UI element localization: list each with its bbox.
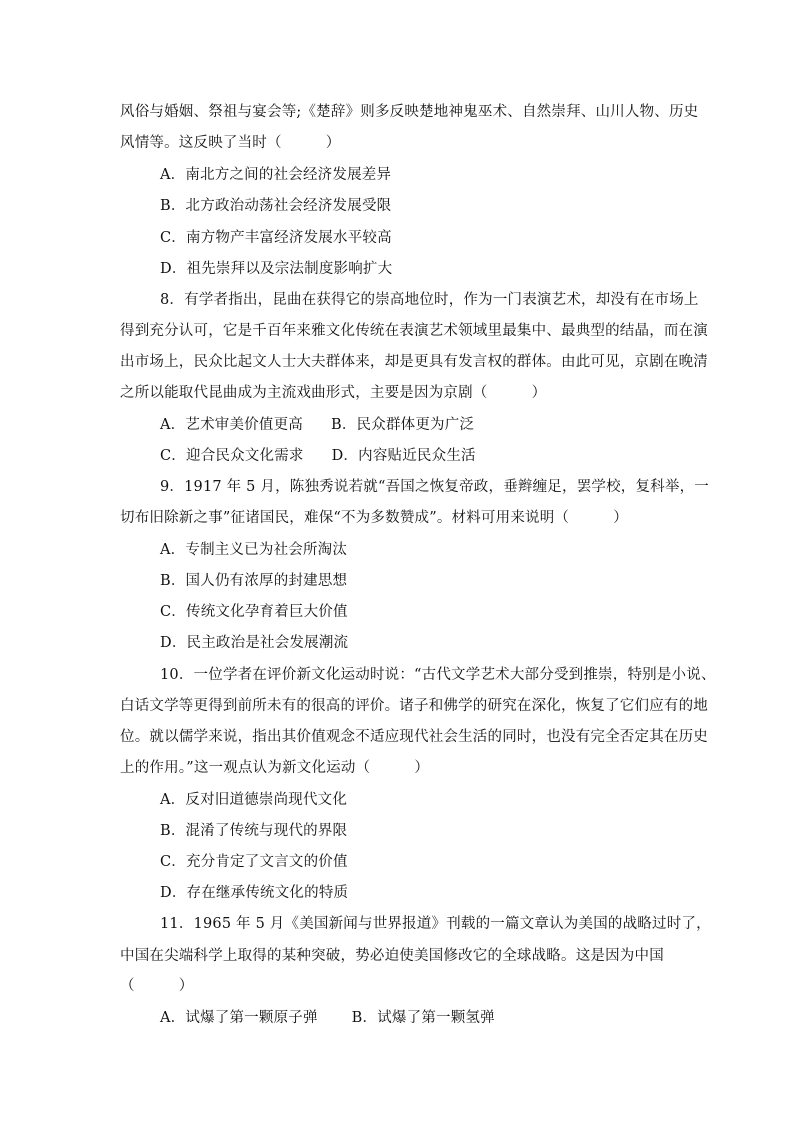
q9-option-a: A．专制主义已为社会所淘汰	[160, 542, 348, 558]
q9-option-c: C．传统文化孕育着巨大价值	[160, 604, 348, 620]
q11-stem-line-1: 11．1965 年 5 月《美国新闻与世界报道》刊载的一篇文章认为美国的战略过时了，	[160, 916, 711, 932]
q10-option-b: B．混淆了传统与现代的界限	[160, 823, 348, 839]
q11-stem-line-2: 中国在尖端科学上取得的某种突破，势必迫使美国修改它的全球战略。这是因为中国	[120, 948, 664, 964]
q10-stem-line-4: 上的作用。”这一观点认为新文化运动（ ）	[120, 760, 430, 776]
q9-option-d: D．民主政治是社会发展潮流	[160, 635, 349, 651]
q10-stem-line-1: 10．一位学者在评价新文化运动时说：“古代文学艺术大部分受到推崇，特别是小说、	[160, 667, 716, 683]
q8-option-c: C．迎合民众文化需求	[160, 448, 304, 464]
q10-option-d: D．存在继承传统文化的特质	[160, 885, 349, 901]
q10-stem-line-2: 白话文学等更得到前所未有的很高的评价。诸子和佛学的研究在深化，恢复了它们应有的地	[120, 698, 708, 714]
q8-stem-line-4: 之所以能取代昆曲成为主流戏曲形式，主要是因为京剧（ ）	[120, 385, 547, 401]
q10-option-c: C．充分肯定了文言文的价值	[160, 854, 348, 870]
q7-option-a: A．南北方之间的社会经济发展差异	[160, 167, 392, 183]
q9-option-b: B．国人仍有浓厚的封建思想	[160, 573, 348, 589]
q9-stem-line-2: 切布旧除新之事”征诸国民，难保“不为多数赞成”。材料可用来说明（ ）	[120, 510, 628, 526]
q8-option-a: A．艺术审美价值更高	[160, 417, 303, 433]
q9-stem-line-1: 9．1917 年 5 月，陈独秀说若就“吾国之恢复帝政，垂辫缠足，罢学校，复科举，一	[160, 479, 709, 495]
q8-option-b: B．民众群体更为广泛	[330, 417, 475, 433]
q10-stem-line-3: 位。就以儒学来说，指出其价值观念不适应现代社会生活的同时，也没有完全否定其在历史	[120, 729, 708, 745]
q8-options-row-1	[160, 416, 474, 434]
q7-option-c: C．南方物产丰富经济发展水平较高	[160, 230, 392, 246]
q8-options-row-2	[160, 447, 476, 465]
q7-option-b: B．北方政治动荡社会经济发展受限	[160, 198, 392, 214]
q11-option-a: A．试爆了第一颗原子弹	[160, 1010, 318, 1026]
q8-stem-line-2: 得到充分认可，它是千百年来雅文化传统在表演艺术领域里最集中、最典型的结晶，而在演	[120, 323, 708, 339]
q10-option-a: A．反对旧道德崇尚现代文化	[160, 792, 348, 808]
q8-stem-line-1: 8．有学者指出，昆曲在获得它的崇高地位时，作为一门表演艺术，却没有在市场上	[160, 292, 699, 308]
q8-stem-line-3: 出市场上，民众比起文人士大夫群体来，却是更具有发言权的群体。由此可见，京剧在晚清	[120, 354, 708, 370]
q11-options-row-1	[160, 1009, 495, 1027]
q11-option-b: B．试爆了第一颗氢弹	[351, 1010, 495, 1026]
q7-stem-line-2: 风情等。这反映了当时（ ）	[120, 135, 341, 151]
q8-option-d: D．内容贴近民众生活	[331, 448, 476, 464]
q7-stem-line-1: 风俗与婚姻、祭祖与宴会等;《楚辞》则多反映楚地神鬼巫术、自然崇拜、山川人物、历史	[120, 104, 699, 120]
q11-stem-line-3: （ ）	[120, 978, 194, 994]
q7-option-d: D．祖先崇拜以及宗法制度影响扩大	[160, 261, 393, 277]
